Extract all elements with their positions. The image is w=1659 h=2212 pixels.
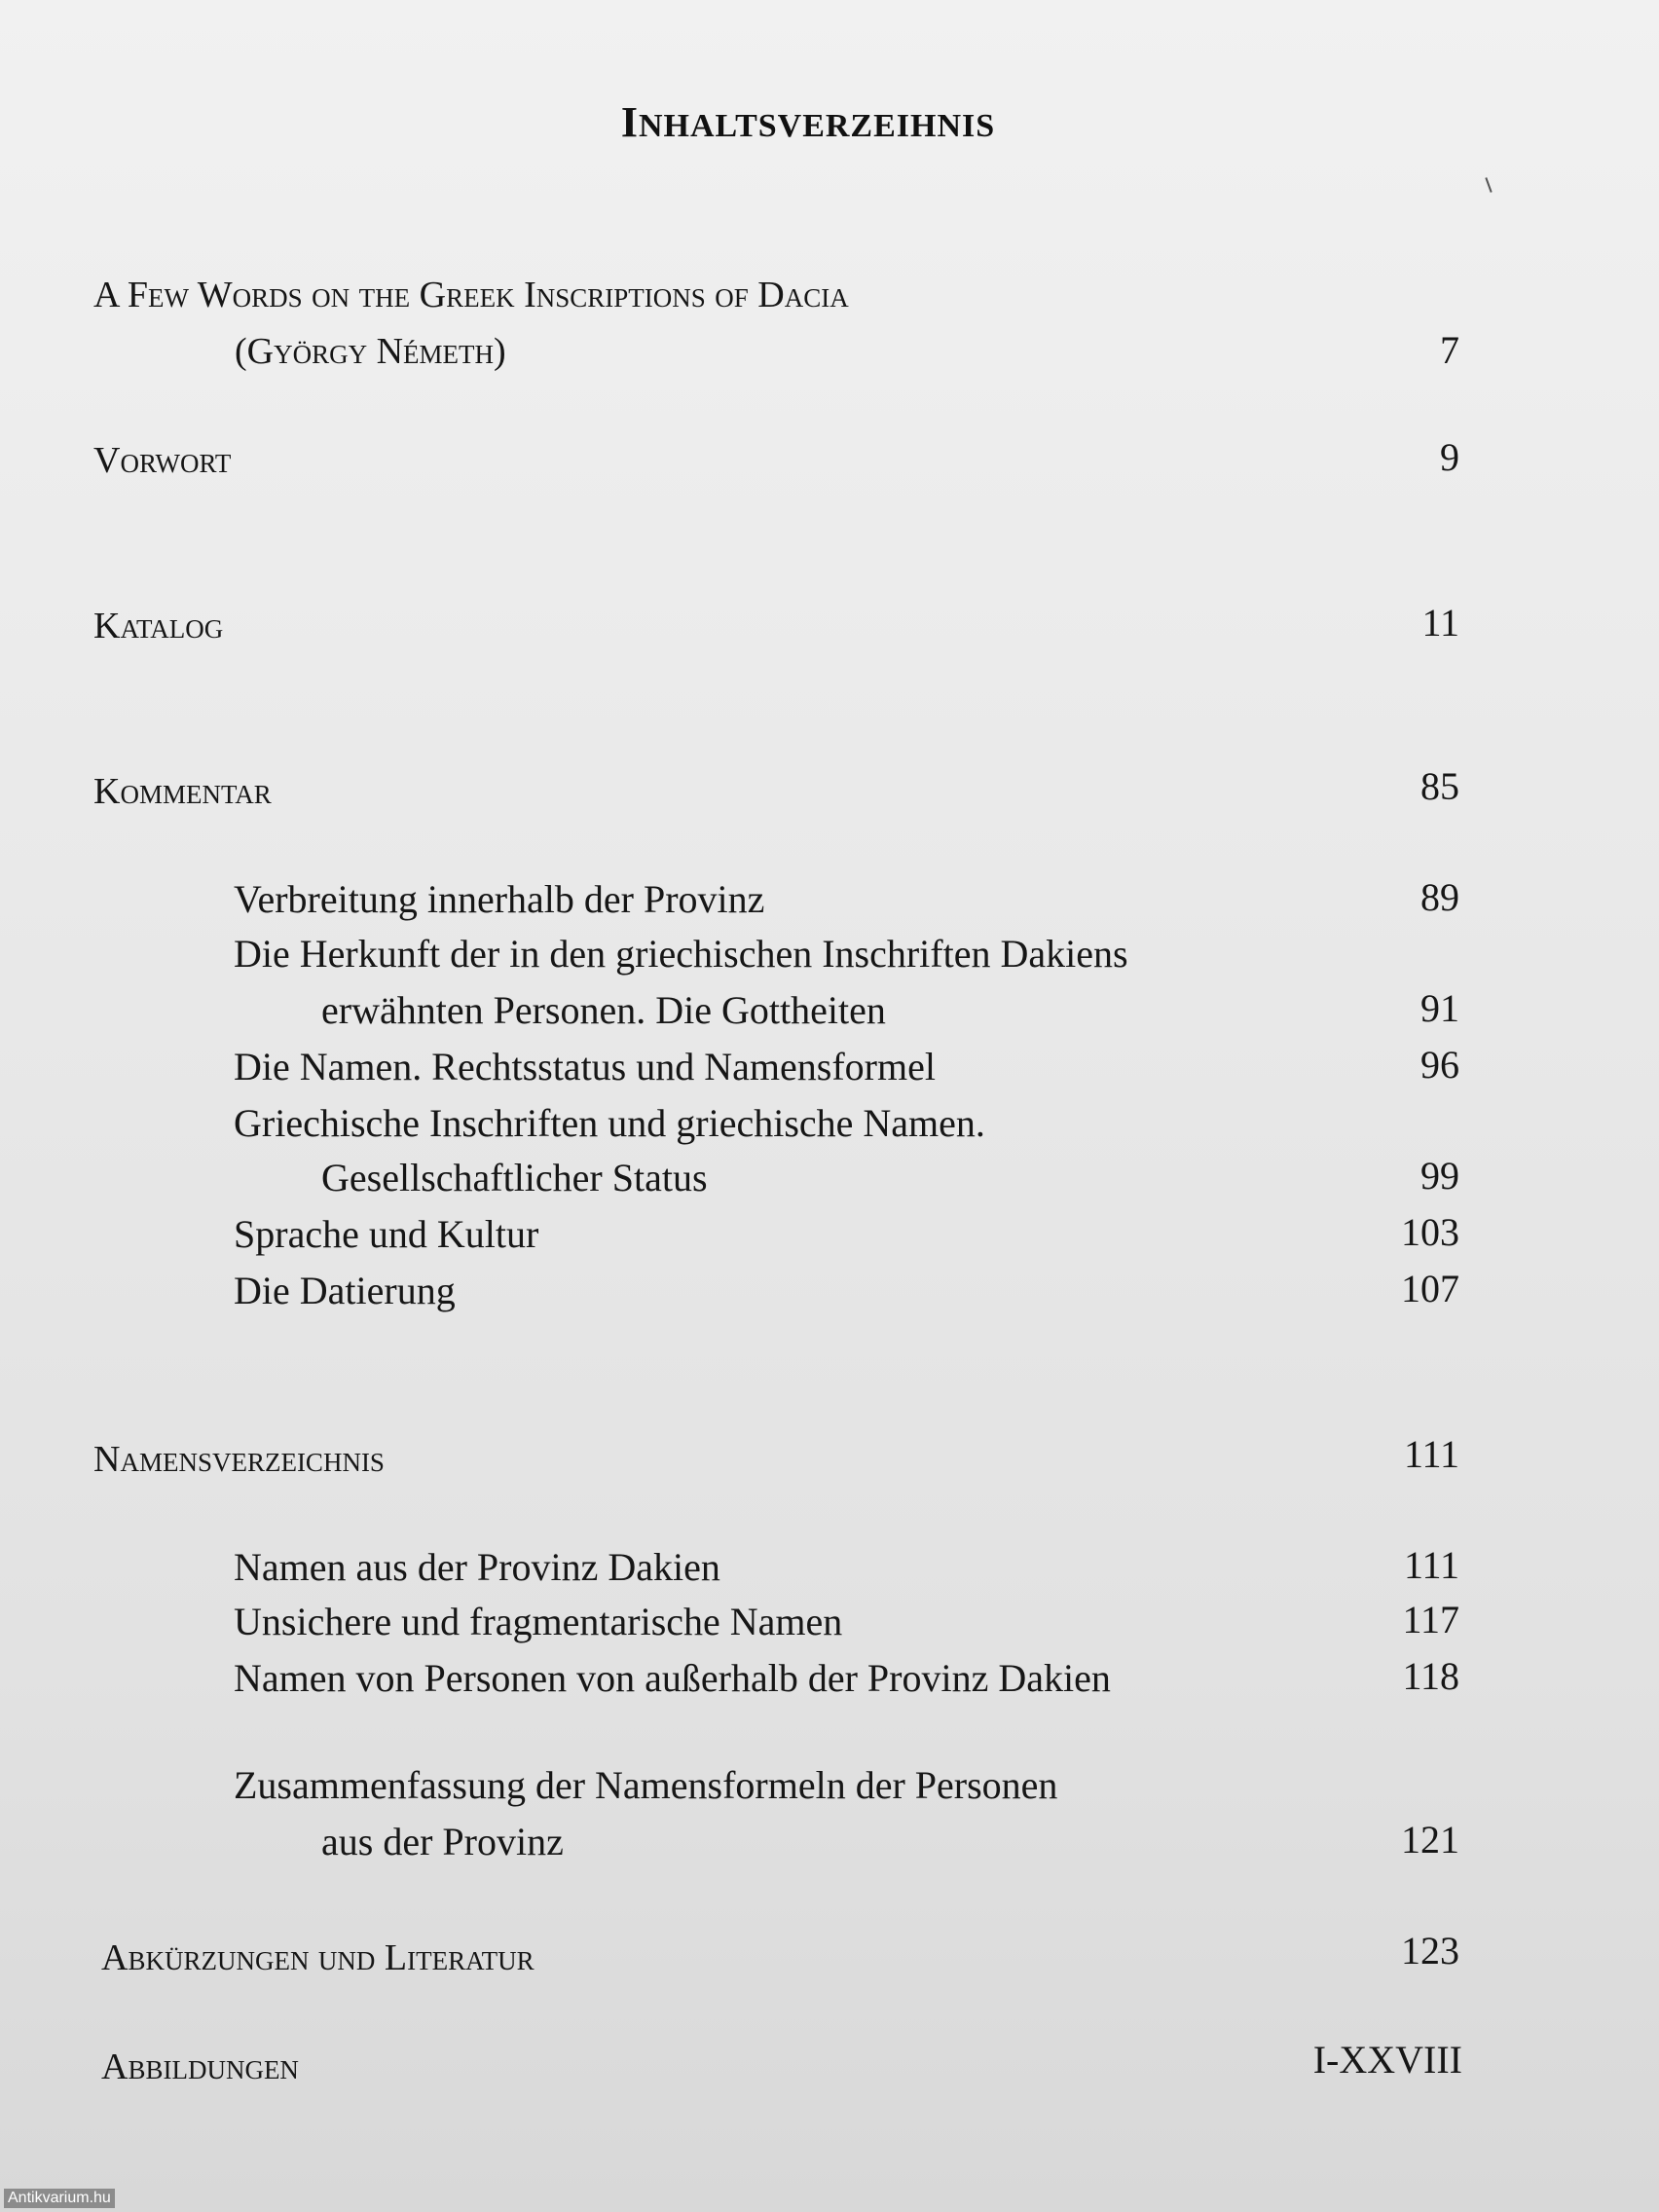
toc-subentry-namen: Die Namen. Rechtsstatus und Namensformel (234, 1045, 936, 1088)
page-number: 121 (1401, 1818, 1459, 1862)
page-number: 117 (1402, 1598, 1459, 1641)
toc-entry-abbildungen: Abbildungen (101, 2046, 299, 2087)
page-number: 11 (1421, 601, 1459, 645)
toc-subentry-griechische: Griechische Inschriften und griechische Namen. (234, 1101, 985, 1145)
toc-subentry-datierung: Die Datierung (234, 1269, 456, 1312)
page-number: 91 (1420, 986, 1459, 1030)
toc-entry-abkuerzungen: Abkürzungen und Literatur (101, 1937, 535, 1978)
pencil-mark (1485, 177, 1492, 193)
toc-entry-namensverzeichnis: Namensverzeichnis (93, 1439, 385, 1480)
toc-entry-vorwort: Vorwort (93, 440, 232, 481)
page-number: 103 (1401, 1210, 1459, 1254)
page-number: 107 (1401, 1267, 1459, 1310)
toc-subentry-herkunft-cont: erwähnten Personen. Die Gottheiten (321, 988, 886, 1032)
toc-subentry-namen-dakien: Namen aus der Provinz Dakien (234, 1545, 720, 1589)
page-number: 96 (1420, 1043, 1459, 1087)
page-number: 111 (1403, 1432, 1459, 1476)
toc-subentry-zusammenfassung: Zusammenfassung der Namensformeln der Personen (234, 1763, 1058, 1807)
toc-entry-kommentar: Kommentar (93, 771, 272, 812)
toc-subentry-zusammenfassung-cont: aus der Provinz (321, 1820, 564, 1863)
page-number: 85 (1420, 764, 1459, 808)
toc-subentry-herkunft: Die Herkunft der in den griechischen Inschriften Dakiens (234, 932, 1128, 976)
toc-entry-label: A Few Words on the Greek Inscriptions of Dacia (93, 275, 849, 315)
toc-subentry-unsichere: Unsichere und fragmentarische Namen (234, 1600, 843, 1643)
page-number: 111 (1403, 1543, 1459, 1587)
watermark: Antikvarium.hu (4, 2189, 115, 2208)
page-number: 7 (1440, 328, 1459, 372)
page-number: 9 (1440, 435, 1459, 479)
toc-entry-katalog: Katalog (93, 606, 224, 646)
toc-subentry-ausserhalb: Namen von Personen von außerhalb der Provinz Dakien (234, 1656, 1111, 1700)
page-number: 89 (1420, 875, 1459, 919)
page-title: INHALTSVERZEIHNIS (620, 98, 996, 146)
toc-entry-few-words (93, 275, 849, 313)
toc-subentry-sprache: Sprache und Kultur (234, 1212, 539, 1256)
toc-entry-few-words-author: (György Németh) (235, 331, 506, 372)
page-number: 118 (1402, 1654, 1459, 1698)
page-number: I-XXVIII (1312, 2038, 1462, 2082)
toc-subentry-griechische-cont: Gesellschaftlicher Status (321, 1156, 708, 1199)
page-number: 123 (1401, 1929, 1459, 1972)
toc-subentry-verbreitung: Verbreitung innerhalb der Provinz (234, 877, 765, 921)
page-number: 99 (1420, 1154, 1459, 1198)
